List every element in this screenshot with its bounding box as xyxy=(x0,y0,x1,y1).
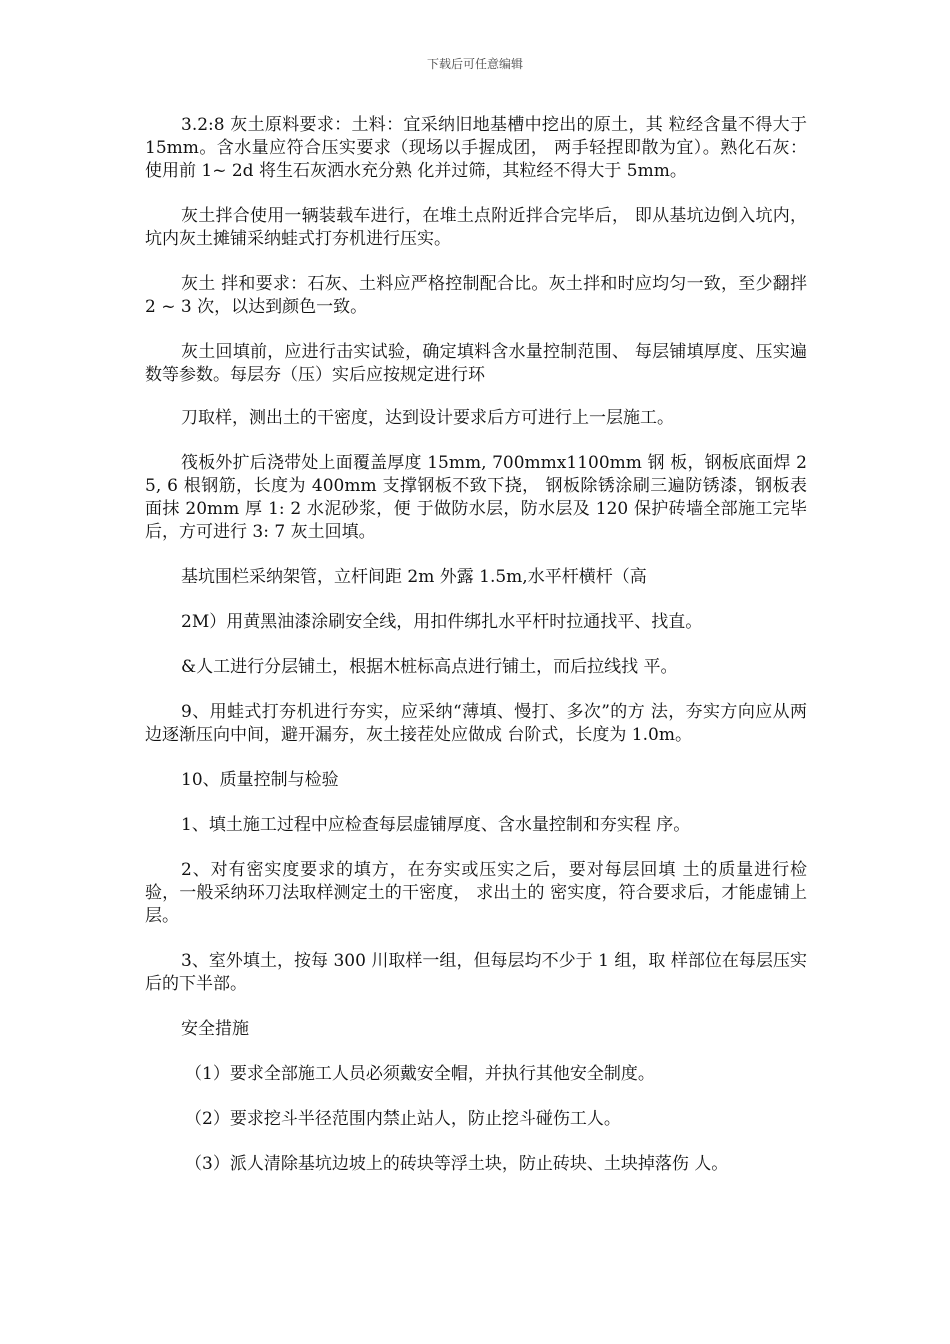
quality-item-number: 3、 xyxy=(181,951,209,971)
section-title-safety: 安全措施 xyxy=(181,1019,249,1039)
safety-item-1: （1）要求全部施工人员必须戴安全帽，并执行其他安全制度。 xyxy=(185,1064,655,1084)
quality-item-text: 对有密实度要求的填方，在夯实或压实之后，要对每层回填 土的质量进行检验，一般采纳环刀法取样测定土的干密度， 求出土的 密实度，符合要求后，才能虚铺上层。 xyxy=(145,860,807,926)
quality-item-text: 室外填土，按每 300 川取样一组，但每层均不少于 1 组，取 样部位在每层压实后的下半部。 xyxy=(145,951,807,994)
paragraph-mixing-requirements: 灰土 拌和要求：石灰、土料应严格控制配合比。灰土拌和时应均匀一致，至少翻拌 2 ~ 3 次，以达到颜色一致。 xyxy=(145,274,807,317)
paragraph-layered-filling: &人工进行分层铺土，根据木桩标高点进行铺土，而后拉线找 平。 xyxy=(181,657,678,677)
paragraph-lime-soil-materials: 3.2:8 灰土原料要求：土料：宜采纳旧地基槽中挖出的原土，其 粒经含量不得大于 15mm。含水量应符合压实要求（现场以手握成团， 两手轻捏即散为宜）。熟化石灰：使用前 1~ 2d 将生石灰洒水充分熟 化并过筛，其粒经不得大于 5mm。 xyxy=(145,115,807,181)
paragraph-density-sampling: 刀取样，测出土的干密度，达到设计要求后方可进行上一层施工。 xyxy=(181,408,674,428)
paragraph-raft-steel-plate: 筏板外扩后浇带处上面覆盖厚度 15mm, 700mmx1100mm 钢 板，钢板底面焊 25, 6 根钢筋，长度为 400mm 支撑钢板不致下挠， 钢板除锈涂刷三遍防锈漆，钢板表面抹 20mm 厚 1: 2 水泥砂浆，便 于做防水层，防水层及 120 保护砖墙全部施工完毕后，方可进行 3: 7 灰土回填。 xyxy=(145,453,807,542)
page-header: 下载后可任意编辑 xyxy=(426,57,523,71)
safety-item-2: （2）要求挖斗半径范围内禁止站人，防止挖斗碰伤工人。 xyxy=(185,1109,621,1129)
quality-item-number: 2、 xyxy=(181,860,211,880)
quality-item-3 xyxy=(145,950,807,996)
section-title-quality-control: 10、质量控制与检验 xyxy=(181,770,339,790)
paragraph-tamping: 9、用蛙式打夯机进行夯实，应采纳“薄填、慢打、多次”的方 法，夯实方向应从两边逐渐压向中间，避开漏夯，灰土接茬处应做成 台阶式，长度为 1.0m。 xyxy=(145,702,807,745)
paragraph-safety-line: 2M）用黄黑油漆涂刷安全线，用扣件绑扎水平杆时拉通找平、找直。 xyxy=(181,612,703,632)
safety-item-3: （3）派人清除基坑边坡上的砖块等浮土块，防止砖块、土块掉落伤 人。 xyxy=(185,1154,729,1174)
quality-item-2 xyxy=(145,859,807,928)
quality-item-1 xyxy=(145,814,807,837)
paragraph-mixing-process: 灰土拌合使用一辆装载车进行，在堆土点附近拌合完毕后， 即从基坑边倒入坑内， 坑内灰土摊铺采纳蛙式打夯机进行压实。 xyxy=(145,206,807,249)
quality-item-number: 1、 xyxy=(181,815,209,835)
quality-item-text: 填土施工过程中应检查每层虚铺厚度、含水量控制和夯实程 序。 xyxy=(208,815,691,835)
paragraph-compaction-test: 灰土回填前，应进行击实试验，确定填料含水量控制范围、 每层铺填厚度、压实遍数等参数。每层夯（压）实后应按规定进行环 xyxy=(145,342,807,385)
paragraph-pit-fence: 基坑围栏采纳架管，立杆间距 2m 外露 1.5m,水平杆横杆（高 xyxy=(181,567,647,587)
document-body xyxy=(145,114,807,1198)
